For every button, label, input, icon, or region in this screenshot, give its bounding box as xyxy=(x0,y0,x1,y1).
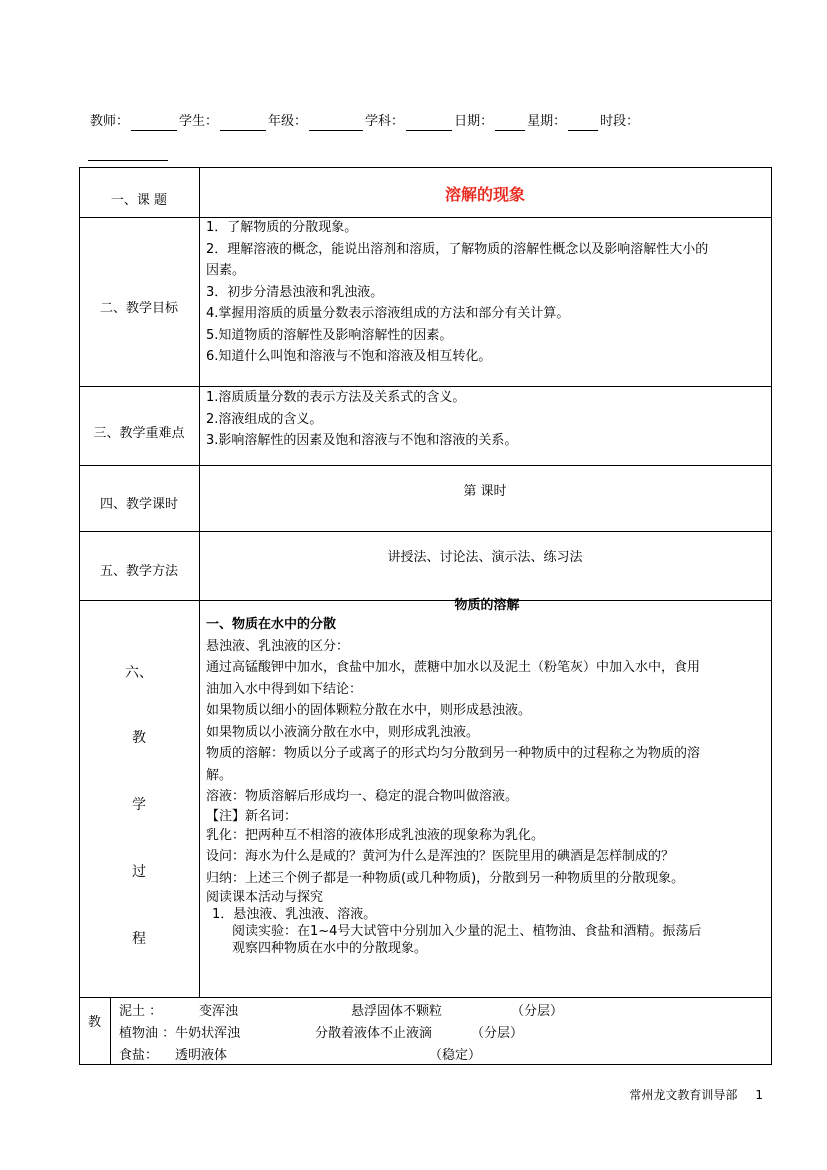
observation-cell: 透明液体 xyxy=(175,1048,228,1063)
process-line: 归纳：上述三个例子都是一种物质(或几种物质)，分散到另一种物质里的分散现象。 xyxy=(206,870,685,886)
grade-blank[interactable] xyxy=(309,117,363,131)
key-point-item: 2.溶液组成的含义。 xyxy=(206,411,323,427)
period-label: 时段： xyxy=(600,114,640,129)
student-label: 学生： xyxy=(179,114,219,129)
observation-label: 教 xyxy=(87,1015,101,1030)
observation-cell: 变浑浊 xyxy=(199,1004,239,1019)
teacher-blank[interactable] xyxy=(131,117,177,131)
hours-label: 四、教学课时 xyxy=(99,497,178,512)
goal-item: 2．理解溶液的概念，能说出溶剂和溶质，了解物质的溶解性概念以及影响溶解性大小的 xyxy=(206,241,709,257)
observation-cell: （稳定） xyxy=(429,1048,482,1063)
process-line: 油加入水中得到如下结论： xyxy=(206,681,363,697)
subject-label: 学科： xyxy=(365,114,405,129)
experiment-line: 观察四种物质在水中的分散现象。 xyxy=(232,941,428,956)
key-points-list xyxy=(206,387,768,452)
footer-org: 常州龙文教育训导部 xyxy=(629,1088,738,1102)
observation-cell: （分层） xyxy=(471,1026,524,1041)
method-value: 讲授法、讨论法、演示法、练习法 xyxy=(387,550,583,565)
process-content xyxy=(206,597,768,957)
row-divider xyxy=(79,465,771,466)
goal-item: 因素。 xyxy=(206,263,246,278)
goal-item: 5.知道物质的溶解性及影响溶解性的因素。 xyxy=(206,327,453,343)
key-points-label: 三、教学重难点 xyxy=(93,426,185,441)
topic-title: 溶解的现象 xyxy=(444,185,525,204)
date-blank[interactable] xyxy=(495,117,525,131)
method-label: 五、教学方法 xyxy=(99,564,178,579)
goals-label: 二、教学目标 xyxy=(99,301,178,316)
process-line: 如果物质以小液滴分散在水中，则形成乳浊液。 xyxy=(206,724,480,740)
table-border-bottom xyxy=(79,1064,771,1065)
goal-item: 1．了解物质的分散现象。 xyxy=(206,220,358,235)
page-number: 1 xyxy=(755,1088,763,1102)
weekday-label: 星期： xyxy=(527,114,567,129)
process-label-char: 程 xyxy=(132,931,146,947)
goal-item: 3．初步分清悬浊液和乳浊液。 xyxy=(206,284,384,300)
process-line: 物质的溶解：物质以分子或离子的形式均匀分散到另一种物质中的过程称之为物质的溶 xyxy=(206,746,701,761)
process-line: 如果物质以细小的固体颗粒分散在水中，则形成悬浊液。 xyxy=(206,703,532,718)
column-divider xyxy=(110,997,111,1065)
goal-item: 6.知道什么叫饱和溶液与不饱和溶液及相互转化。 xyxy=(206,349,492,364)
period-blank[interactable] xyxy=(88,160,168,161)
observation-cell: （分层） xyxy=(511,1004,564,1019)
observation-cell: 食盐： xyxy=(119,1048,159,1063)
process-label-char: 学 xyxy=(132,797,146,813)
process-line: 解。 xyxy=(206,767,233,783)
process-label-char: 六、 xyxy=(125,665,153,681)
weekday-blank[interactable] xyxy=(568,117,598,131)
process-label-char: 教 xyxy=(132,730,146,746)
explore-line: 阅读课本活动与探究 xyxy=(206,890,324,905)
key-point-item: 3.影响溶解性的因素及饱和溶液与不饱和溶液的关系。 xyxy=(206,433,518,448)
observation-cell: 悬浮固体不颗粒 xyxy=(351,1004,443,1019)
process-label-char: 过 xyxy=(132,864,146,880)
table-border-top xyxy=(79,167,771,168)
table-border-right xyxy=(771,997,772,1065)
table-border-left xyxy=(79,997,80,1065)
note-line: 【注】新名词： xyxy=(206,808,298,824)
date-label: 日期： xyxy=(454,114,494,129)
subject-blank[interactable] xyxy=(406,117,452,131)
goals-list xyxy=(206,217,768,368)
column-divider xyxy=(199,167,200,997)
teacher-label: 教师： xyxy=(90,114,130,129)
grade-label: 年级： xyxy=(268,114,308,129)
process-line: 通过高锰酸钾中加水，食盐中加水，蔗糖中加水以及泥土（粉笔灰）中加入水中，食用 xyxy=(206,660,701,675)
hours-value: 第 课时 xyxy=(463,484,507,499)
lesson-table xyxy=(79,167,771,997)
explore-item: 1．悬浊液、乳浊液、溶液。 xyxy=(212,907,377,922)
process-line: 乳化：把两种互不相溶的液体形成乳浊液的现象称为乳化。 xyxy=(206,827,545,843)
key-point-item: 1.溶质质量分数的表示方法及关系式的含义。 xyxy=(206,390,466,405)
experiment-line: 阅读实验：在1~4号大试管中分别加入少量的泥土、植物油、食盐和酒精。振荡后 xyxy=(232,924,702,939)
table-border-right xyxy=(771,167,772,997)
row-divider xyxy=(79,531,771,532)
observation-cell: 分散着液体不止液滴 xyxy=(315,1026,433,1041)
goal-item: 4.掌握用溶质的质量分数表示溶液组成的方法和部分有关计算。 xyxy=(206,306,570,321)
process-line: 设问：海水为什么是咸的？黄河为什么是浑浊的？医院里用的碘酒是怎样制成的？ xyxy=(206,849,675,864)
process-line: 溶液：物质溶解后形成均一、稳定的混合物叫做溶液。 xyxy=(206,789,519,804)
observation-table xyxy=(79,997,771,1065)
page-footer xyxy=(629,1086,763,1103)
student-blank[interactable] xyxy=(220,117,266,131)
topic-label: 一、课 题 xyxy=(110,193,168,208)
observation-cell: 植物油 ：牛奶状浑浊 xyxy=(119,1026,241,1041)
process-line: 悬浊液、乳浊液的区分： xyxy=(206,638,350,654)
process-heading: 物质的溶解 xyxy=(454,598,520,613)
header-fields xyxy=(90,113,790,131)
observation-cell: 泥土 ： xyxy=(119,1004,163,1019)
section-heading: 一、物质在水中的分散 xyxy=(206,617,337,632)
